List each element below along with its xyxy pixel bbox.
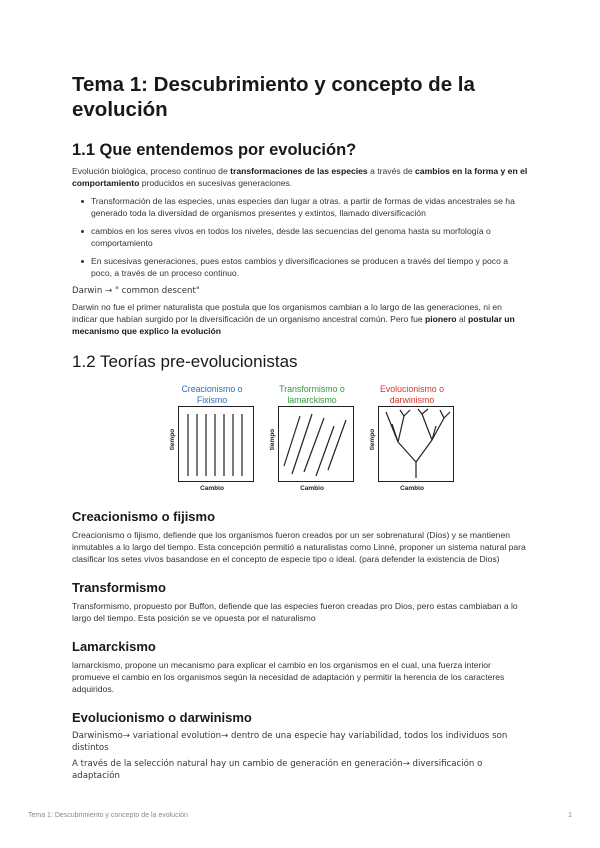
darwinism-tree (378, 406, 454, 482)
lamarckismo-text: lamarckismo, propone un mecanismo para explicar el cambio en los organismos en el cual, una fuerza interior promueve el cambio en los organismos según la necesidad de adaptación y permitir la herencia de los caracteres adquiridos. (72, 660, 505, 694)
list-item: En sucesivas generaciones, pues estos cambios y diversificaciones se producen a través del tiempo y poco a poco, a través de un proceso continuo. (81, 255, 528, 279)
darwinism-panel (368, 384, 456, 494)
transformismo-text: Transformismo, propuesto por Buffon, defiende que las especies fueron creadas pro Dios, pero estas cambiaban a lo largo del tiempo. Esta posición se ve opuesta por el naturalismo (72, 601, 518, 623)
list-item: Transformación de las especies, unas especies dan lugar a otras. a partir de formas de vidas ancestrales se ha generado toda la diversidad de organismos presentes y extintos, llamado diversificación (81, 195, 528, 219)
transformism-title: Transformismo o lamarckismo (279, 384, 345, 405)
transformism-diagram (278, 406, 354, 482)
footer-title: Tema 1: Descubrimiento y concepto de la evolución (28, 812, 188, 819)
creacionismo-text: Creacionismo o fijismo, defiende que los organismos fueron creados por un ser sobrenatural (Dios) y se mantienen inmutables a lo largo del tiempo. Esta concepción permitió a naturalistas como Linné, proponer un sistema natural para clasificar los setes vivos basandose en el concepto de especie tipo o ideal. (para defender la existencia de Dios) (72, 530, 526, 564)
fixism-title: Creacionismo o Fixismo (181, 384, 243, 405)
definition-list (72, 195, 528, 279)
transformism-y-label: tiempo (269, 428, 277, 451)
page-footer (28, 812, 572, 819)
darwinismo-heading: Evolucionismo o darwinismo (72, 710, 252, 725)
section-heading-1-2: 1.2 Teorías pre-evolucionistas (72, 352, 298, 371)
fixism-y-label: tiempo (169, 428, 177, 451)
section-heading-1-1: 1.1 Que entendemos por evolución? (72, 141, 357, 159)
transformism-x-label: Cambio (300, 485, 324, 492)
darwin-paragraph: Darwin no fue el primer naturalista que postula que los organismos cambian a lo largo de las generaciones, ni en indicar que habían surgido por la diversificación de un organismo ancestral común. Pero fue pionero al postular un mecanismo que explico la evolución (72, 302, 515, 336)
darwinismo-line-1: Darwinismo→ variational evolution→ dentro de una especie hay variabilidad, todos los individuos son distintos (72, 731, 508, 753)
fixism-diagram (178, 406, 254, 482)
page-number: 1 (568, 812, 572, 819)
darwinism-y-label: tiempo (369, 428, 377, 451)
fixism-x-label: Cambio (200, 485, 224, 492)
lamarckismo-heading: Lamarckismo (72, 639, 156, 654)
theories-figure (96, 384, 528, 494)
list-item: cambios en los seres vivos en todos los niveles, desde las secuencias del genoma hasta su morfología o comportamiento (81, 225, 528, 249)
transformismo-heading: Transformismo (72, 580, 166, 595)
page-title: Tema 1: Descubrimiento y concepto de la evolución (72, 73, 475, 121)
intro-paragraph: Evolución biológica, proceso continuo de transformaciones de las especies a través de cambios en la forma y en el comportamiento producidos en sucesivas generaciones. (72, 166, 528, 188)
darwinismo-line-2: A través de la selección natural hay un cambio de generación en generación→ diversificación o adaptación (72, 759, 483, 781)
fixism-panel (168, 384, 256, 494)
creacionismo-heading: Creacionismo o fijismo (72, 509, 216, 524)
darwin-line: Darwin → " common descent" (72, 286, 200, 296)
document-page (72, 72, 528, 782)
darwinism-title: Evolucionismo o darwinismo (379, 384, 445, 405)
darwinism-x-label: Cambio (400, 485, 424, 492)
transformism-panel (268, 384, 356, 494)
